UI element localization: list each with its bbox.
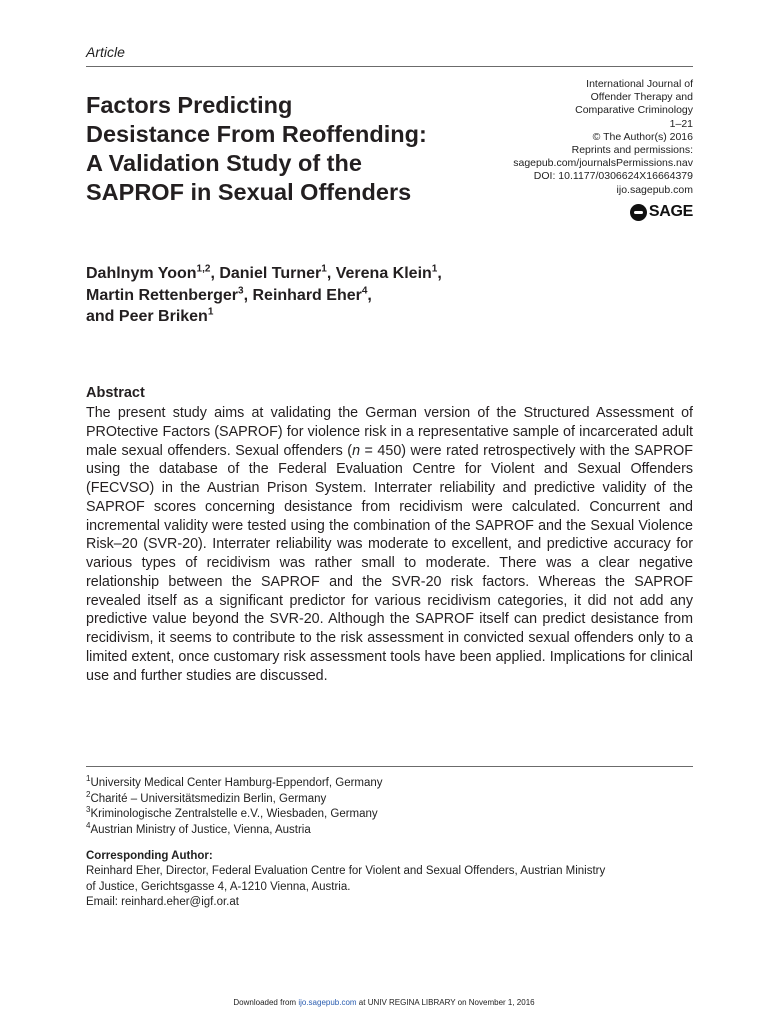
sage-logo (630, 203, 693, 221)
abstract-text: The present study aims at validating the German version of the Structured Assessment of PROtective Factors (SAPROF) for violence risk in a representative sample of incarcerated adult male sexual offenders. Sexual offenders (n = 450) were rated retrospectively with the SAPROF using the database of the Federal Evaluation Centre for Violent and Sexual Offenders (FECVSO) in the Austrian Prison System. Interrater reliability and predictive validity of the SAPROF scores concerning desistance from recidivism were calculated. Concurrent and incremental validity were tested using the combination of the SAPROF and the Sexual Violence Risk–20 (SVR-20). Interrater reliability was moderate to excellent, and predictive accuracy for various types of recidivism was rather small to moderate. There was a clear negative relationship between the SAPROF and the SVR-20 risk factors. Whereas the SAPROF revealed itself as a significant predictor for various recidivism categories, it did not add any predictive value beyond the SVR-20. Although the SAPROF itself can predict desistance from recidivism, it seems to contribute to the risk assessment in convicted sexual offenders only to a limited extent, once customary risk assessment tools have been applied. Implications for clinical use and further studies are discussed. (86, 405, 693, 684)
author-affiliation-mark: 1,2 (196, 263, 211, 275)
permissions-label: Reprints and permissions: (571, 144, 693, 157)
corresponding-author-heading: Corresponding Author: (86, 850, 213, 862)
affiliation-item: $^4$Austrian Ministry of Justice, Vienna, Austria (86, 820, 311, 836)
affiliation-item: $^1$University Medical Center Hamburg-Eppendorf, Germany (86, 774, 383, 789)
journal-info (453, 78, 693, 197)
author-name: Reinhard Eher (252, 286, 362, 304)
author-name: Daniel Turner (219, 265, 322, 282)
download-note: Downloaded from ijo.sagepub.com at UNIV REGINA LIBRARY on November 1, 2016 (233, 998, 535, 1007)
author-name: Martin Rettenberger (86, 286, 239, 304)
permissions-link[interactable]: sagepub.com/journalsPermissions.nav (513, 157, 693, 170)
doi[interactable]: DOI: 10.1177/0306624X16664379 (533, 170, 693, 183)
journal-name-line: Offender Therapy and (590, 91, 693, 104)
author-line: Martin Rettenberger$^3$, Reinhard Eher$^4$, (86, 285, 372, 304)
sage-logo-text: SAGE (648, 203, 693, 220)
title-line: SAPROF in Sexual Offenders (86, 179, 412, 205)
footnote-rule (86, 766, 693, 767)
n-symbol: n (352, 442, 361, 459)
author-affiliation-mark: 1 (321, 263, 327, 275)
affiliation-item: $^2$Charité – Universitätsmedizin Berlin, Germany (86, 789, 327, 805)
sage-logo-icon (630, 204, 647, 221)
copyright: © The Author(s) 2016 (592, 130, 693, 143)
author-line: Dahlnym Yoon$^{1,2}$, Daniel Turner$^1$, Verena Klein$^1$, (86, 263, 442, 282)
author-affiliation-mark: 3 (238, 285, 244, 297)
journal-name-line: International Journal of (586, 78, 693, 90)
header-rule (86, 66, 693, 67)
author-affiliation-mark: 1 (431, 263, 438, 275)
title-line: A Validation Study of the (86, 150, 362, 176)
author-affiliation-mark: 1 (207, 306, 214, 318)
abstract-heading: Abstract (86, 385, 145, 401)
title-line: Factors Predicting (86, 92, 293, 118)
journal-url[interactable]: ijo.sagepub.com (616, 183, 693, 196)
author-name: Verena Klein (335, 265, 432, 282)
download-source-link[interactable]: ijo.sagepub.com (298, 998, 357, 1007)
article-type-label: Article (86, 44, 125, 60)
journal-name-line: Comparative Criminology (575, 104, 693, 117)
affiliation-item: $^3$Kriminologische Zentralstelle e.V., Wiesbaden, Germany (86, 805, 378, 820)
author-line (86, 306, 646, 328)
corresponding-email[interactable]: Email: reinhard.eher@igf.or.at (86, 896, 239, 908)
article-title (86, 91, 506, 207)
author-name: and Peer Briken (86, 308, 208, 325)
author-affiliation-mark: 4 (361, 285, 368, 297)
corresponding-author-details: Reinhard Eher, Director, Federal Evaluation Centre for Violent and Sexual Offenders, Austrian Ministry of Justice, Gerichtsgasse 4, A-1210 Vienna, Austria. Email: reinhard.eher@igf.or.at (86, 864, 686, 911)
page-range: 1–21 (669, 117, 693, 130)
author-name: Dahlnym Yoon (86, 265, 197, 282)
author-list (86, 263, 646, 328)
affiliations (86, 776, 383, 838)
title-line: Desistance From Reoffending: (86, 121, 427, 147)
